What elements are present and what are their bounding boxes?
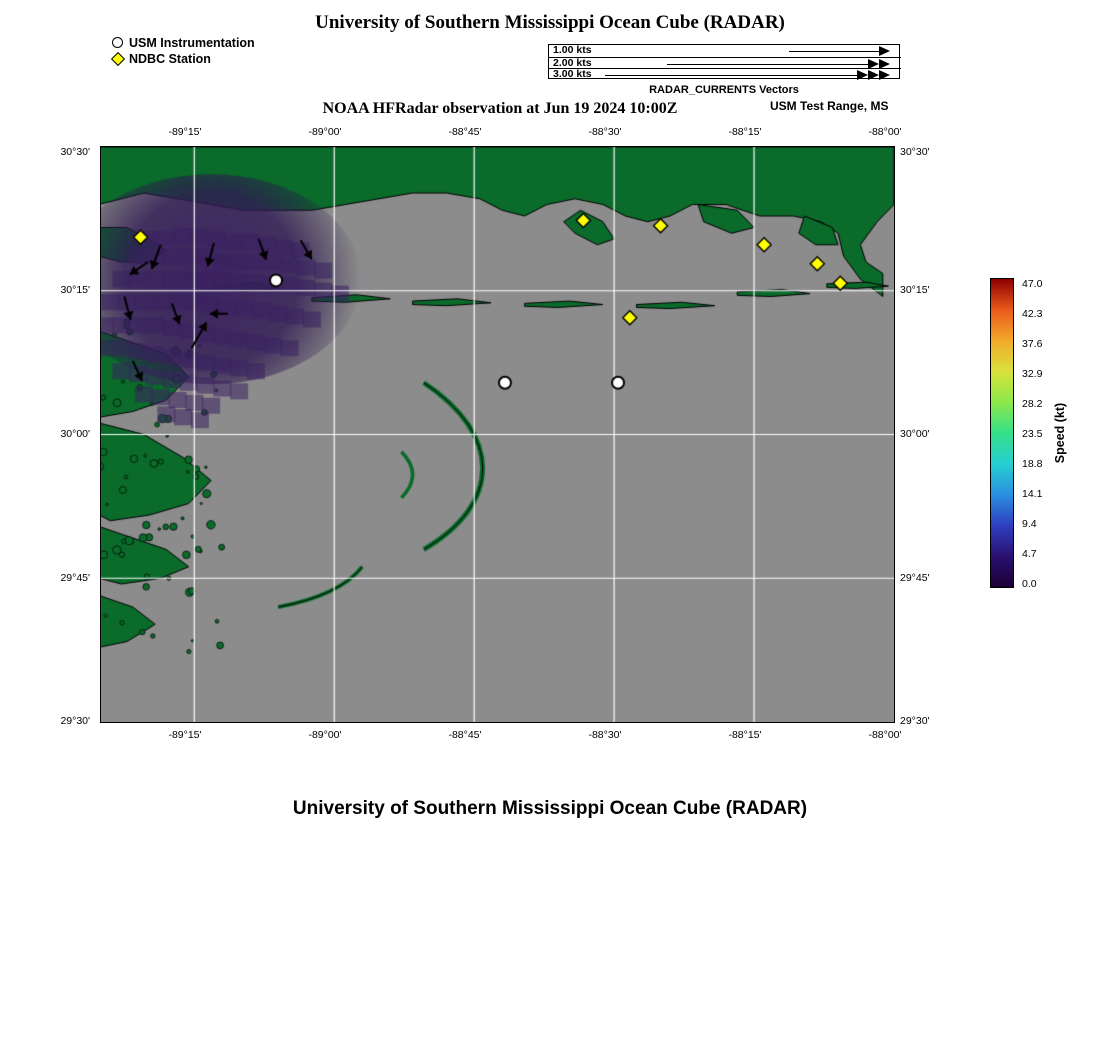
colorbar-tick-label: 37.6: [1022, 338, 1043, 350]
legend-item-usm: [110, 36, 255, 51]
lon-tick-bottom: -88°15': [728, 729, 762, 741]
lat-tick-right: 30°30': [900, 146, 930, 158]
arrow-head-icon: [868, 70, 879, 80]
lat-tick-left: 29°30': [60, 715, 90, 727]
vector-key-row: [549, 45, 901, 57]
lon-tick-top: -89°15': [168, 126, 202, 138]
vector-key-label: 2.00 kts: [553, 56, 592, 69]
vector-scale-key: [548, 44, 900, 79]
lat-tick-left: 30°15': [60, 284, 90, 296]
lat-tick-right: 30°00': [900, 428, 930, 440]
lat-tick-right: 29°30': [900, 715, 930, 727]
lon-tick-top: -89°00': [308, 126, 342, 138]
vector-key-line: [667, 64, 868, 65]
colorbar-tick-label: 47.0: [1022, 278, 1043, 290]
lon-tick-top: -88°30': [588, 126, 622, 138]
lon-tick-bottom: -89°15': [168, 729, 202, 741]
lat-tick-right: 30°15': [900, 284, 930, 296]
map-legend: [110, 36, 255, 68]
vector-key-label: 1.00 kts: [553, 44, 592, 56]
colorbar-tick-label: 14.1: [1022, 488, 1043, 500]
vector-key-label: 3.00 kts: [553, 68, 592, 81]
colorbar-tick-label: 18.8: [1022, 458, 1043, 470]
lon-tick-bottom: -88°30': [588, 729, 622, 741]
colorbar-title: Speed (kt): [1053, 402, 1067, 464]
colorbar-tick-label: 28.2: [1022, 398, 1043, 410]
colorbar-tick-label: 42.3: [1022, 308, 1043, 320]
lon-tick-bottom: -88°45': [448, 729, 482, 741]
colorbar-tick-label: 9.4: [1022, 518, 1037, 530]
vector-key-line: [789, 51, 879, 52]
arrow-head-icon: [879, 59, 890, 69]
diamond-marker-icon: [110, 52, 128, 67]
lon-tick-top: -88°00': [868, 126, 902, 138]
circle-marker-icon: [110, 36, 128, 51]
colorbar-tick-label: 23.5: [1022, 428, 1043, 440]
map-plot-area[interactable]: [100, 146, 895, 723]
lon-tick-top: -88°15': [728, 126, 762, 138]
arrow-head-icon: [879, 46, 890, 56]
speed-colorbar: [990, 278, 1014, 588]
lat-tick-left: 30°30': [60, 146, 90, 158]
observation-title: NOAA HFRadar observation at Jun 19 2024 10:00Z: [322, 100, 678, 117]
colorbar-tick-label: 0.0: [1022, 578, 1037, 590]
lat-tick-left: 30°00': [60, 428, 90, 440]
colorbar-tick-label: 4.7: [1022, 548, 1037, 560]
colorbar-tick-label: 32.9: [1022, 368, 1043, 380]
lon-tick-bottom: -89°00': [308, 729, 342, 741]
lon-tick-bottom: -88°00': [868, 729, 902, 741]
vector-key-caption: RADAR_CURRENTS Vectors: [649, 84, 799, 96]
range-label: USM Test Range, MS: [770, 99, 889, 113]
arrow-head-icon: [868, 59, 879, 69]
legend-item-ndbc: [110, 52, 255, 67]
legend-item-label: NDBC Station: [129, 52, 211, 66]
footer-title: University of Southern Mississippi Ocean Cube (RADAR): [292, 798, 808, 819]
vector-key-row: [549, 68, 901, 81]
lat-tick-left: 29°45': [60, 572, 90, 584]
arrow-head-icon: [857, 70, 868, 80]
legend-item-label: USM Instrumentation: [129, 36, 255, 50]
arrow-head-icon: [879, 70, 890, 80]
map-canvas[interactable]: [101, 147, 894, 722]
lon-tick-top: -88°45': [448, 126, 482, 138]
lat-tick-right: 29°45': [900, 572, 930, 584]
page-title: University of Southern Mississippi Ocean Cube (RADAR): [315, 12, 785, 33]
vector-key-line: [605, 75, 857, 76]
